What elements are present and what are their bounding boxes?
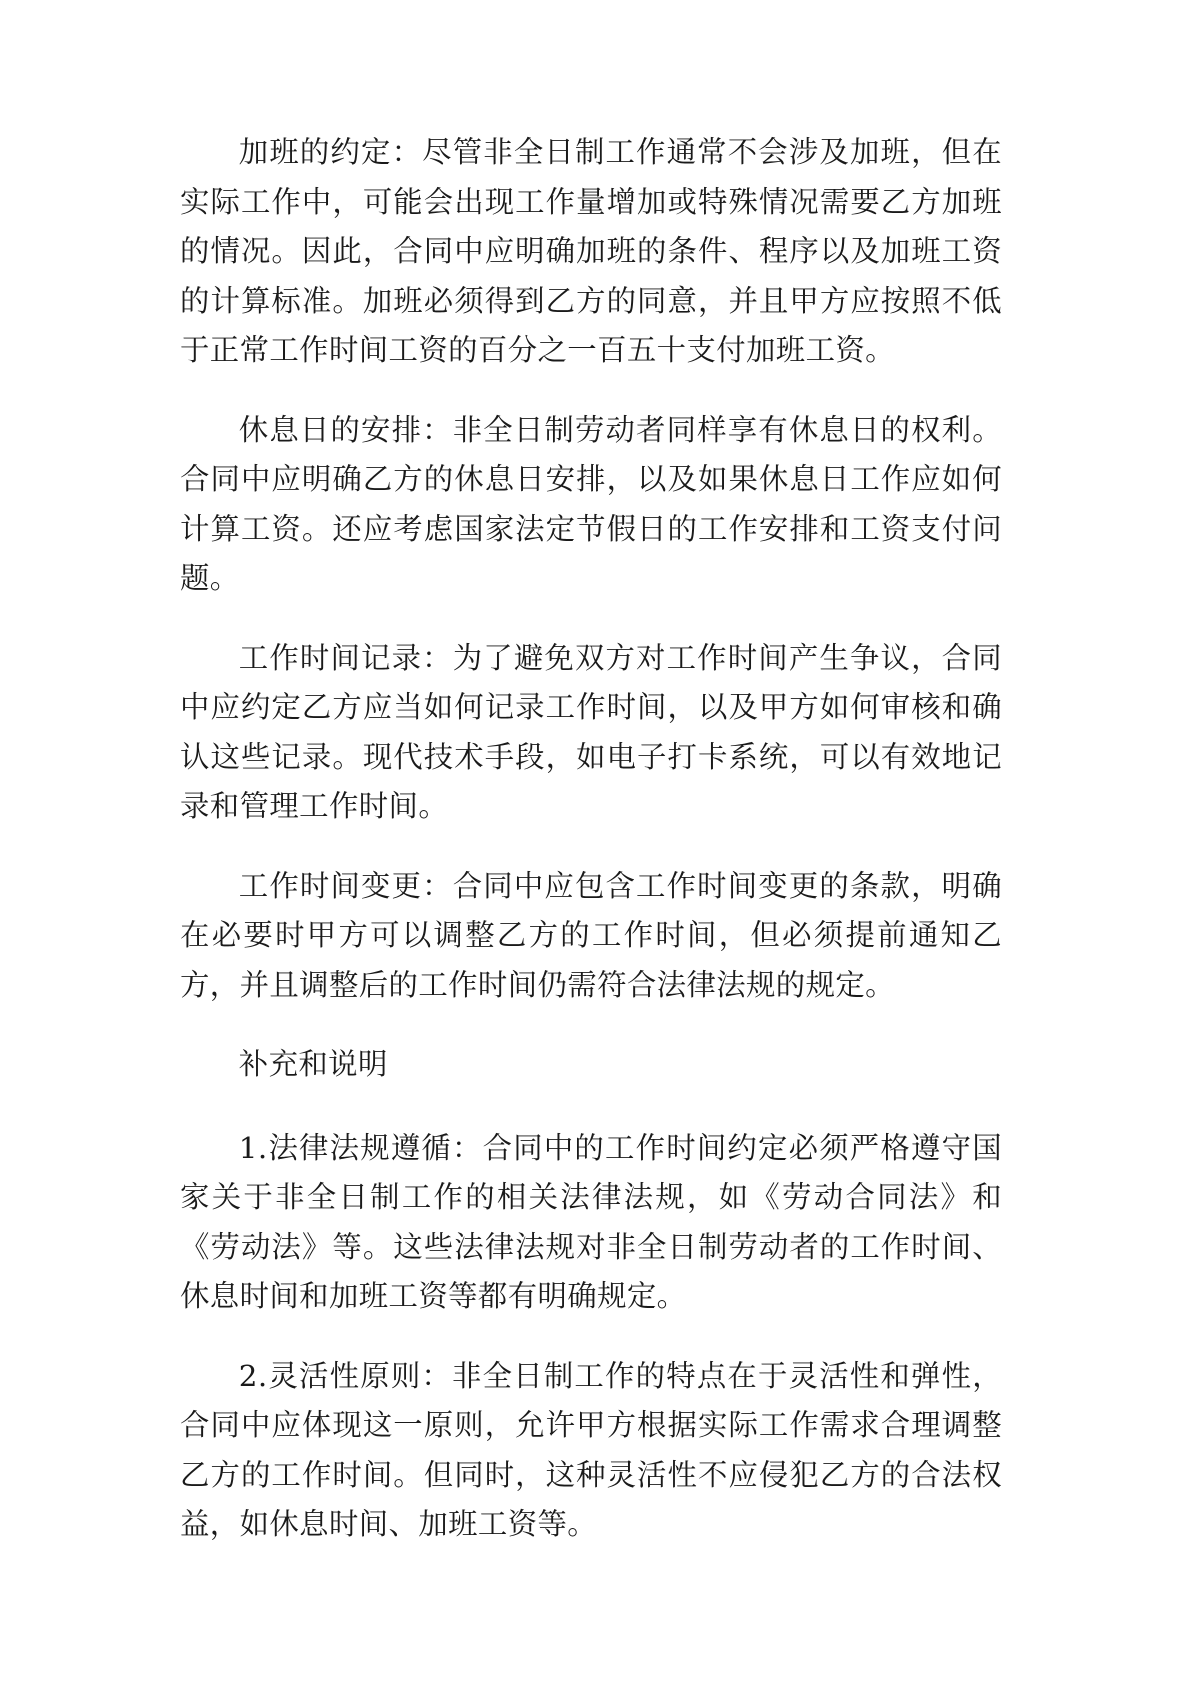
paragraph-legal-compliance: 1.法律法规遵循：合同中的工作时间约定必须严格遵守国家关于非全日制工作的相关法律法规，如《劳动合同法》和《劳动法》等。这些法律法规对非全日制劳动者的工作时间、休息时间和加班工资等都有明确规定。: [180, 1130, 1002, 1313]
paragraph-time-records: 工作时间记录：为了避免双方对工作时间产生争议，合同中应约定乙方应当如何记录工作时间，以及甲方如何审核和确认这些记录。现代技术手段，如电子打卡系统，可以有效地记录和管理工作时间。: [180, 640, 1002, 823]
document-body: [180, 128, 1002, 1580]
paragraph-flexibility: 2.灵活性原则：非全日制工作的特点在于灵活性和弹性，合同中应体现这一原则，允许甲方根据实际工作需求合理调整乙方的工作时间。但同时，这种灵活性不应侵犯乙方的合法权益，如休息时间、加班工资等。: [180, 1358, 1002, 1541]
section-heading-supplement: 补充和说明: [238, 1047, 388, 1081]
paragraph-rest-days: 休息日的安排：非全日制劳动者同样享有休息日的权利。合同中应明确乙方的休息日安排，以及如果休息日工作应如何计算工资。还应考虑国家法定节假日的工作安排和工资支付问题。: [180, 412, 1002, 595]
paragraph-overtime: 加班的约定：尽管非全日制工作通常不会涉及加班，但在实际工作中，可能会出现工作量增加或特殊情况需要乙方加班的情况。因此，合同中应明确加班的条件、程序以及加班工资的计算标准。加班必须得到乙方的同意，并且甲方应按照不低于正常工作时间工资的百分之一百五十支付加班工资。: [180, 135, 1002, 367]
paragraph-time-changes: 工作时间变更：合同中应包含工作时间变更的条款，明确在必要时甲方可以调整乙方的工作时间，但必须提前通知乙方，并且调整后的工作时间仍需符合法律法规的规定。: [180, 868, 1002, 1002]
